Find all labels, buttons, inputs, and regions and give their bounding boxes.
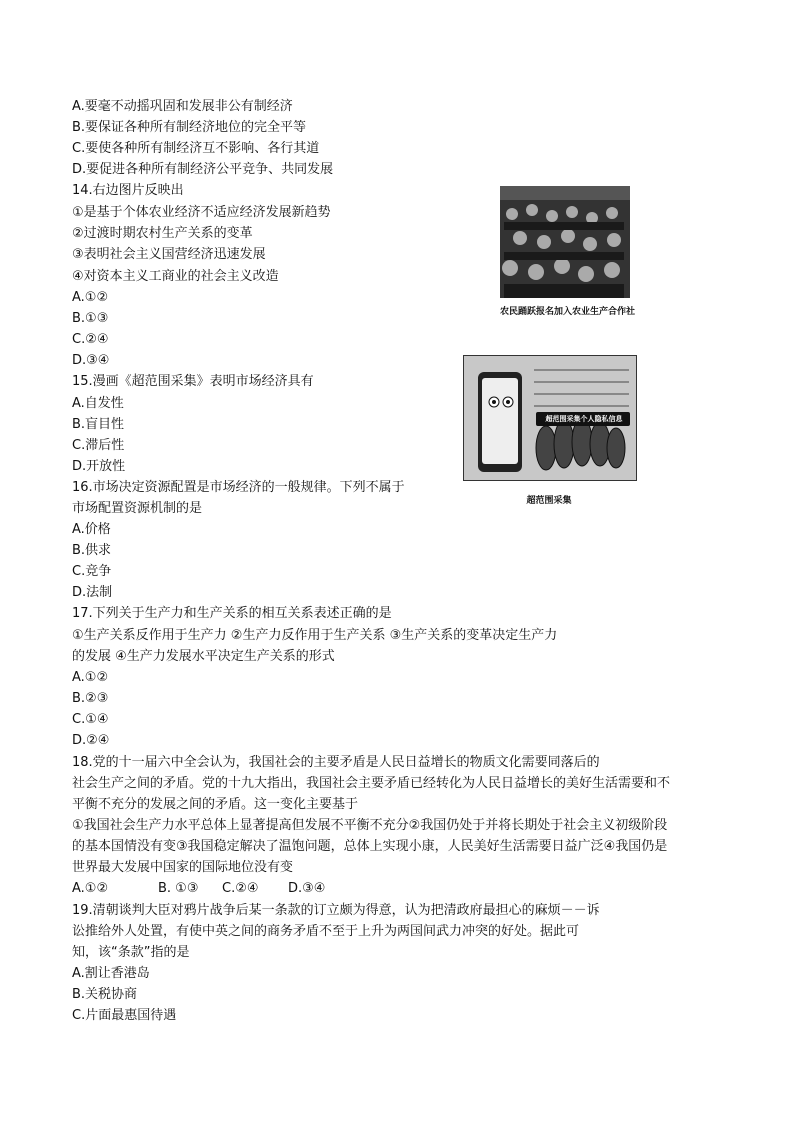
q18-option-b: B. ①③ <box>158 881 199 896</box>
q18-option-d: D.③④ <box>288 881 326 896</box>
q15-option-a: A.自发性 <box>72 396 124 411</box>
q14-photo <box>500 186 630 298</box>
q15-figure-caption: 超范围采集 <box>526 496 572 506</box>
q15-cartoon <box>463 355 637 481</box>
q16-option-d: D.法制 <box>72 585 113 600</box>
q14-statement-1: ①是基于个体农业经济不适应经济发展新趋势 <box>72 205 331 220</box>
q13-option-a: A.要毫不动摇巩固和发展非公有制经济 <box>72 99 293 114</box>
q15-stem: 15.漫画《超范围采集》表明市场经济具有 <box>72 374 314 389</box>
q18-line4: ①我国社会生产力水平总体上显著提高但发展不平衡不充分②我国仍处于并将长期处于社会主义初级阶段 <box>72 818 668 833</box>
q14-option-b: B.①③ <box>72 311 109 326</box>
q16-option-a: A.价格 <box>72 522 111 537</box>
q18-option-a: A.①② <box>72 881 109 896</box>
q17-line2: 的发展 ④生产力发展水平决定生产关系的形式 <box>72 649 335 664</box>
crowd-photo-icon <box>500 186 630 298</box>
q14-stem: 14.右边图片反映出 <box>72 183 184 198</box>
q16-option-c: C.竞争 <box>72 564 112 579</box>
q14-statement-4: ④对资本主义工商业的社会主义改造 <box>72 269 279 284</box>
q19-line1: 19.清朝谈判大臣对鸦片战争后某一条款的订立颇为得意，认为把清政府最担心的麻烦－－诉 <box>72 903 600 918</box>
q14-option-d: D.③④ <box>72 353 110 368</box>
q13-option-b: B.要保证各种所有制经济地位的完全平等 <box>72 120 307 135</box>
q14-statement-3: ③表明社会主义国营经济迅速发展 <box>72 247 266 262</box>
q19-option-b: B.关税协商 <box>72 987 138 1002</box>
q17-option-d: D.②④ <box>72 733 110 748</box>
q19-line3: 知，该“条款”指的是 <box>72 945 190 960</box>
q15-option-b: B.盲目性 <box>72 417 125 432</box>
q18-line3: 平衡不充分的发展之间的矛盾。这一变化主要基于 <box>72 797 359 812</box>
q15-option-d: D.开放性 <box>72 459 126 474</box>
q15-cartoon-sign: 超范围采集个人隐私信息 <box>545 415 623 423</box>
q19-option-c: C.片面最惠国待遇 <box>72 1008 177 1023</box>
q16-stem-line2: 市场配置资源机制的是 <box>72 501 203 516</box>
q18-line1: 18.党的十一届六中全会认为，我国社会的主要矛盾是人民日益增长的物质文化需要同落后的 <box>72 755 600 770</box>
q15-option-c: C.滞后性 <box>72 438 125 453</box>
q17-stem: 17.下列关于生产力和生产关系的相互关系表述正确的是 <box>72 606 392 621</box>
q16-option-b: B.供求 <box>72 543 112 558</box>
q13-option-d: D.要促进各种所有制经济公平竞争、共同发展 <box>72 162 334 177</box>
q18-options <box>72 881 325 897</box>
q18-option-c: C.②④ <box>222 881 259 896</box>
q18-line2: 社会生产之间的矛盾。党的十九大指出，我国社会主要矛盾已经转化为人民日益增长的美好生活需要和不 <box>72 776 671 791</box>
q14-option-c: C.②④ <box>72 332 109 347</box>
q18-line5: 的基本国情没有变③我国稳定解决了温饱问题，总体上实现小康，人民美好生活需要日益广泛④我国仍是 <box>72 839 668 854</box>
q17-option-a: A.①② <box>72 670 109 685</box>
q14-statement-2: ②过渡时期农村生产关系的变革 <box>72 226 253 241</box>
q14-figure-caption: 农民踊跃报名加入农业生产合作社 <box>500 307 636 317</box>
q18-line6: 世界最大发展中国家的国际地位没有变 <box>72 860 294 875</box>
q19-option-a: A.割让香港岛 <box>72 966 150 981</box>
q17-option-b: B.②③ <box>72 691 109 706</box>
q14-option-a: A.①② <box>72 290 109 305</box>
q16-stem-line1: 16.市场决定资源配置是市场经济的一般规律。下列不属于 <box>72 480 405 495</box>
q17-line1: ①生产关系反作用于生产力 ②生产力反作用于生产关系 ③生产关系的变革决定生产力 <box>72 628 558 643</box>
q13-option-c: C.要使各种所有制经济互不影响、各行其道 <box>72 141 320 156</box>
q19-line2: 讼推给外人处置，有使中英之间的商务矛盾不至于上升为两国间武力冲突的好处。据此可 <box>72 924 580 939</box>
q17-option-c: C.①④ <box>72 712 109 727</box>
